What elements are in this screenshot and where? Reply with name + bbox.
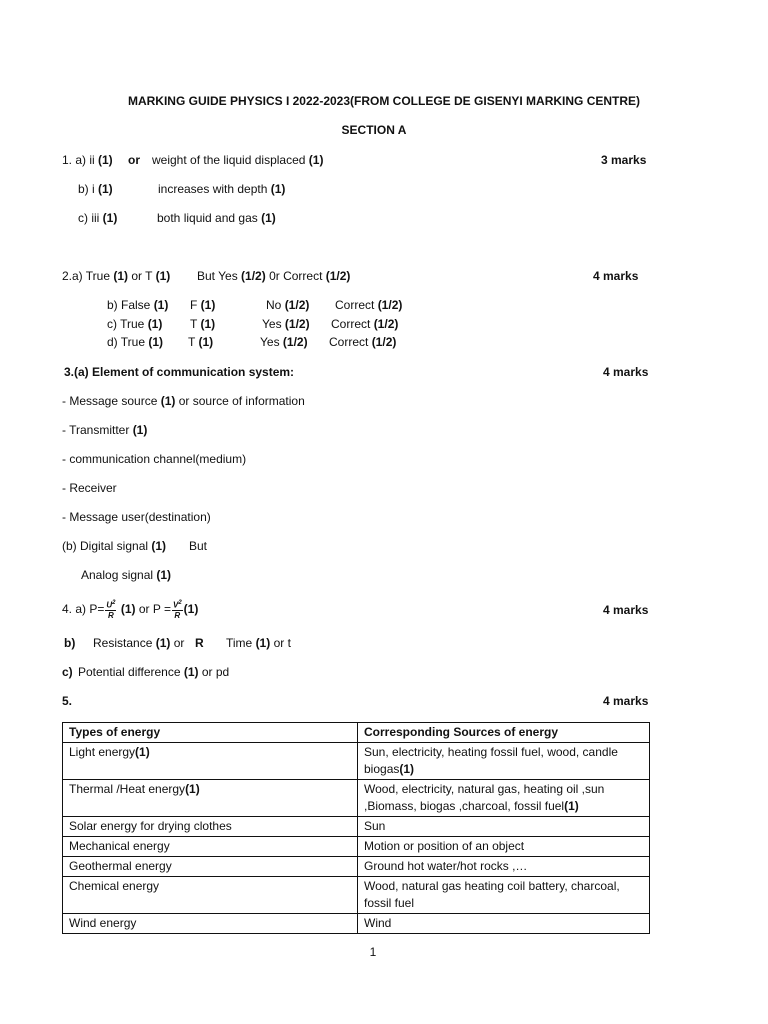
q1-a-or: or <box>128 153 140 167</box>
q3-item-1: - Message source (1) or source of information <box>62 394 305 408</box>
table-row <box>63 837 650 857</box>
q4-b-label: b) <box>64 636 76 650</box>
q1-marks: 3 marks <box>601 153 647 167</box>
page-number: 1 <box>369 945 377 959</box>
table-cell: Sun, electricity, heating fossil fuel, wood, candle biogas(1) <box>358 743 650 780</box>
q3-b-but: But <box>189 539 208 553</box>
section-title: SECTION A <box>341 123 407 137</box>
table-cell: Mechanical energy <box>63 837 358 857</box>
q3-item-4: - Receiver <box>62 481 117 495</box>
q3-heading: 3.(a) Element of communication system: <box>64 365 295 379</box>
q2-b-c1: b) False (1) <box>107 298 169 312</box>
table-cell: Light energy(1) <box>63 743 358 780</box>
q2-c-c4: Correct (1/2) <box>331 317 399 331</box>
table-cell: Wood, electricity, natural gas, heating oil ,sun ,Biomass, biogas ,charcoal, fossil fuel(1) <box>358 780 650 817</box>
page-title: MARKING GUIDE PHYSICS I 2022-2023(FROM COLLEGE DE GISENYI MARKING CENTRE) <box>127 94 641 108</box>
q5-marks: 4 marks <box>603 694 649 708</box>
q2-b-c2: F (1) <box>190 298 216 312</box>
table-cell: Solar energy for drying clothes <box>63 817 358 837</box>
column-header-types: Types of energy <box>63 723 358 743</box>
q2-c-c3: Yes (1/2) <box>262 317 310 331</box>
q2-b-c4: Correct (1/2) <box>335 298 403 312</box>
q2-d-c3: Yes (1/2) <box>260 335 308 349</box>
q4-b-text1: Resistance (1) or <box>93 636 185 650</box>
table-row <box>63 817 650 837</box>
table-cell: Chemical energy <box>63 877 358 914</box>
q2-a-but: But Yes (1/2) 0r Correct (1/2) <box>197 269 351 283</box>
table-row <box>63 780 650 817</box>
q5-label: 5. <box>62 694 73 708</box>
table-cell: Motion or position of an object <box>358 837 650 857</box>
q3-item-2: - Transmitter (1) <box>62 423 148 437</box>
q2-d-c1: d) True (1) <box>107 335 164 349</box>
table-row <box>63 877 650 914</box>
table-cell: Geothermal energy <box>63 857 358 877</box>
table-cell: Wind energy <box>63 914 358 934</box>
q4-a-v: V <box>172 600 179 610</box>
q2-marks: 4 marks <box>593 269 639 283</box>
q2-d-c4: Correct (1/2) <box>329 335 397 349</box>
q2-d-c2: T (1) <box>188 335 214 349</box>
q1-b-answer: increases with depth (1) <box>158 182 286 196</box>
q3-b-label: (b) Digital signal (1) <box>62 539 167 553</box>
q3-item-3: - communication channel(medium) <box>62 452 247 466</box>
table-cell: Ground hot water/hot rocks ,… <box>358 857 650 877</box>
energy-table <box>62 722 650 934</box>
q4-a-v-exp: 2 <box>178 599 182 606</box>
table-cell: Wind <box>358 914 650 934</box>
q1-c-answer: both liquid and gas (1) <box>157 211 276 225</box>
q2-a-label: 2.a) True (1) or T (1) <box>62 269 171 283</box>
table-row <box>63 743 650 780</box>
table-row <box>63 857 650 877</box>
q2-c-c1: c) True (1) <box>107 317 163 331</box>
q4-a-suffix: (1) <box>183 602 199 616</box>
q2-b-c3: No (1/2) <box>266 298 310 312</box>
q4-a-fraction-v <box>172 600 183 621</box>
q1-c-label: c) iii (1) <box>78 211 118 225</box>
q4-b-r: R <box>195 636 204 650</box>
q4-a-r2: R <box>174 611 181 621</box>
q4-b-text2: Time (1) or t <box>226 636 291 650</box>
column-header-sources: Corresponding Sources of energy <box>358 723 650 743</box>
q4-a-r1: R <box>108 611 114 621</box>
q4-a-fraction-u <box>105 600 116 621</box>
q4-marks: 4 marks <box>603 603 649 617</box>
q4-c-text: Potential difference (1) or pd <box>78 665 230 679</box>
q4-a-u-exp: 2 <box>112 599 116 606</box>
table-header-row <box>63 723 650 743</box>
q4-a-u: U <box>106 600 113 610</box>
q3-b-analog: Analog signal (1) <box>81 568 172 582</box>
q4-a-prefix: 4. a) P= <box>62 602 105 616</box>
q1-a-label: 1. a) ii (1) <box>62 153 113 167</box>
q3-marks: 4 marks <box>603 365 649 379</box>
q4-c-label: c) <box>62 665 73 679</box>
q2-c-c2: T (1) <box>190 317 216 331</box>
q3-item-5: - Message user(destination) <box>62 510 211 524</box>
table-cell: Sun <box>358 817 650 837</box>
table-row <box>63 914 650 934</box>
table-cell: Thermal /Heat energy(1) <box>63 780 358 817</box>
q4-a-mid: (1) or P = <box>120 602 171 616</box>
table-cell: Wood, natural gas heating coil battery, charcoal, fossil fuel <box>358 877 650 914</box>
q1-a-answer: weight of the liquid displaced (1) <box>152 153 324 167</box>
q1-b-label: b) i (1) <box>78 182 113 196</box>
q4-a-formula <box>62 596 198 622</box>
